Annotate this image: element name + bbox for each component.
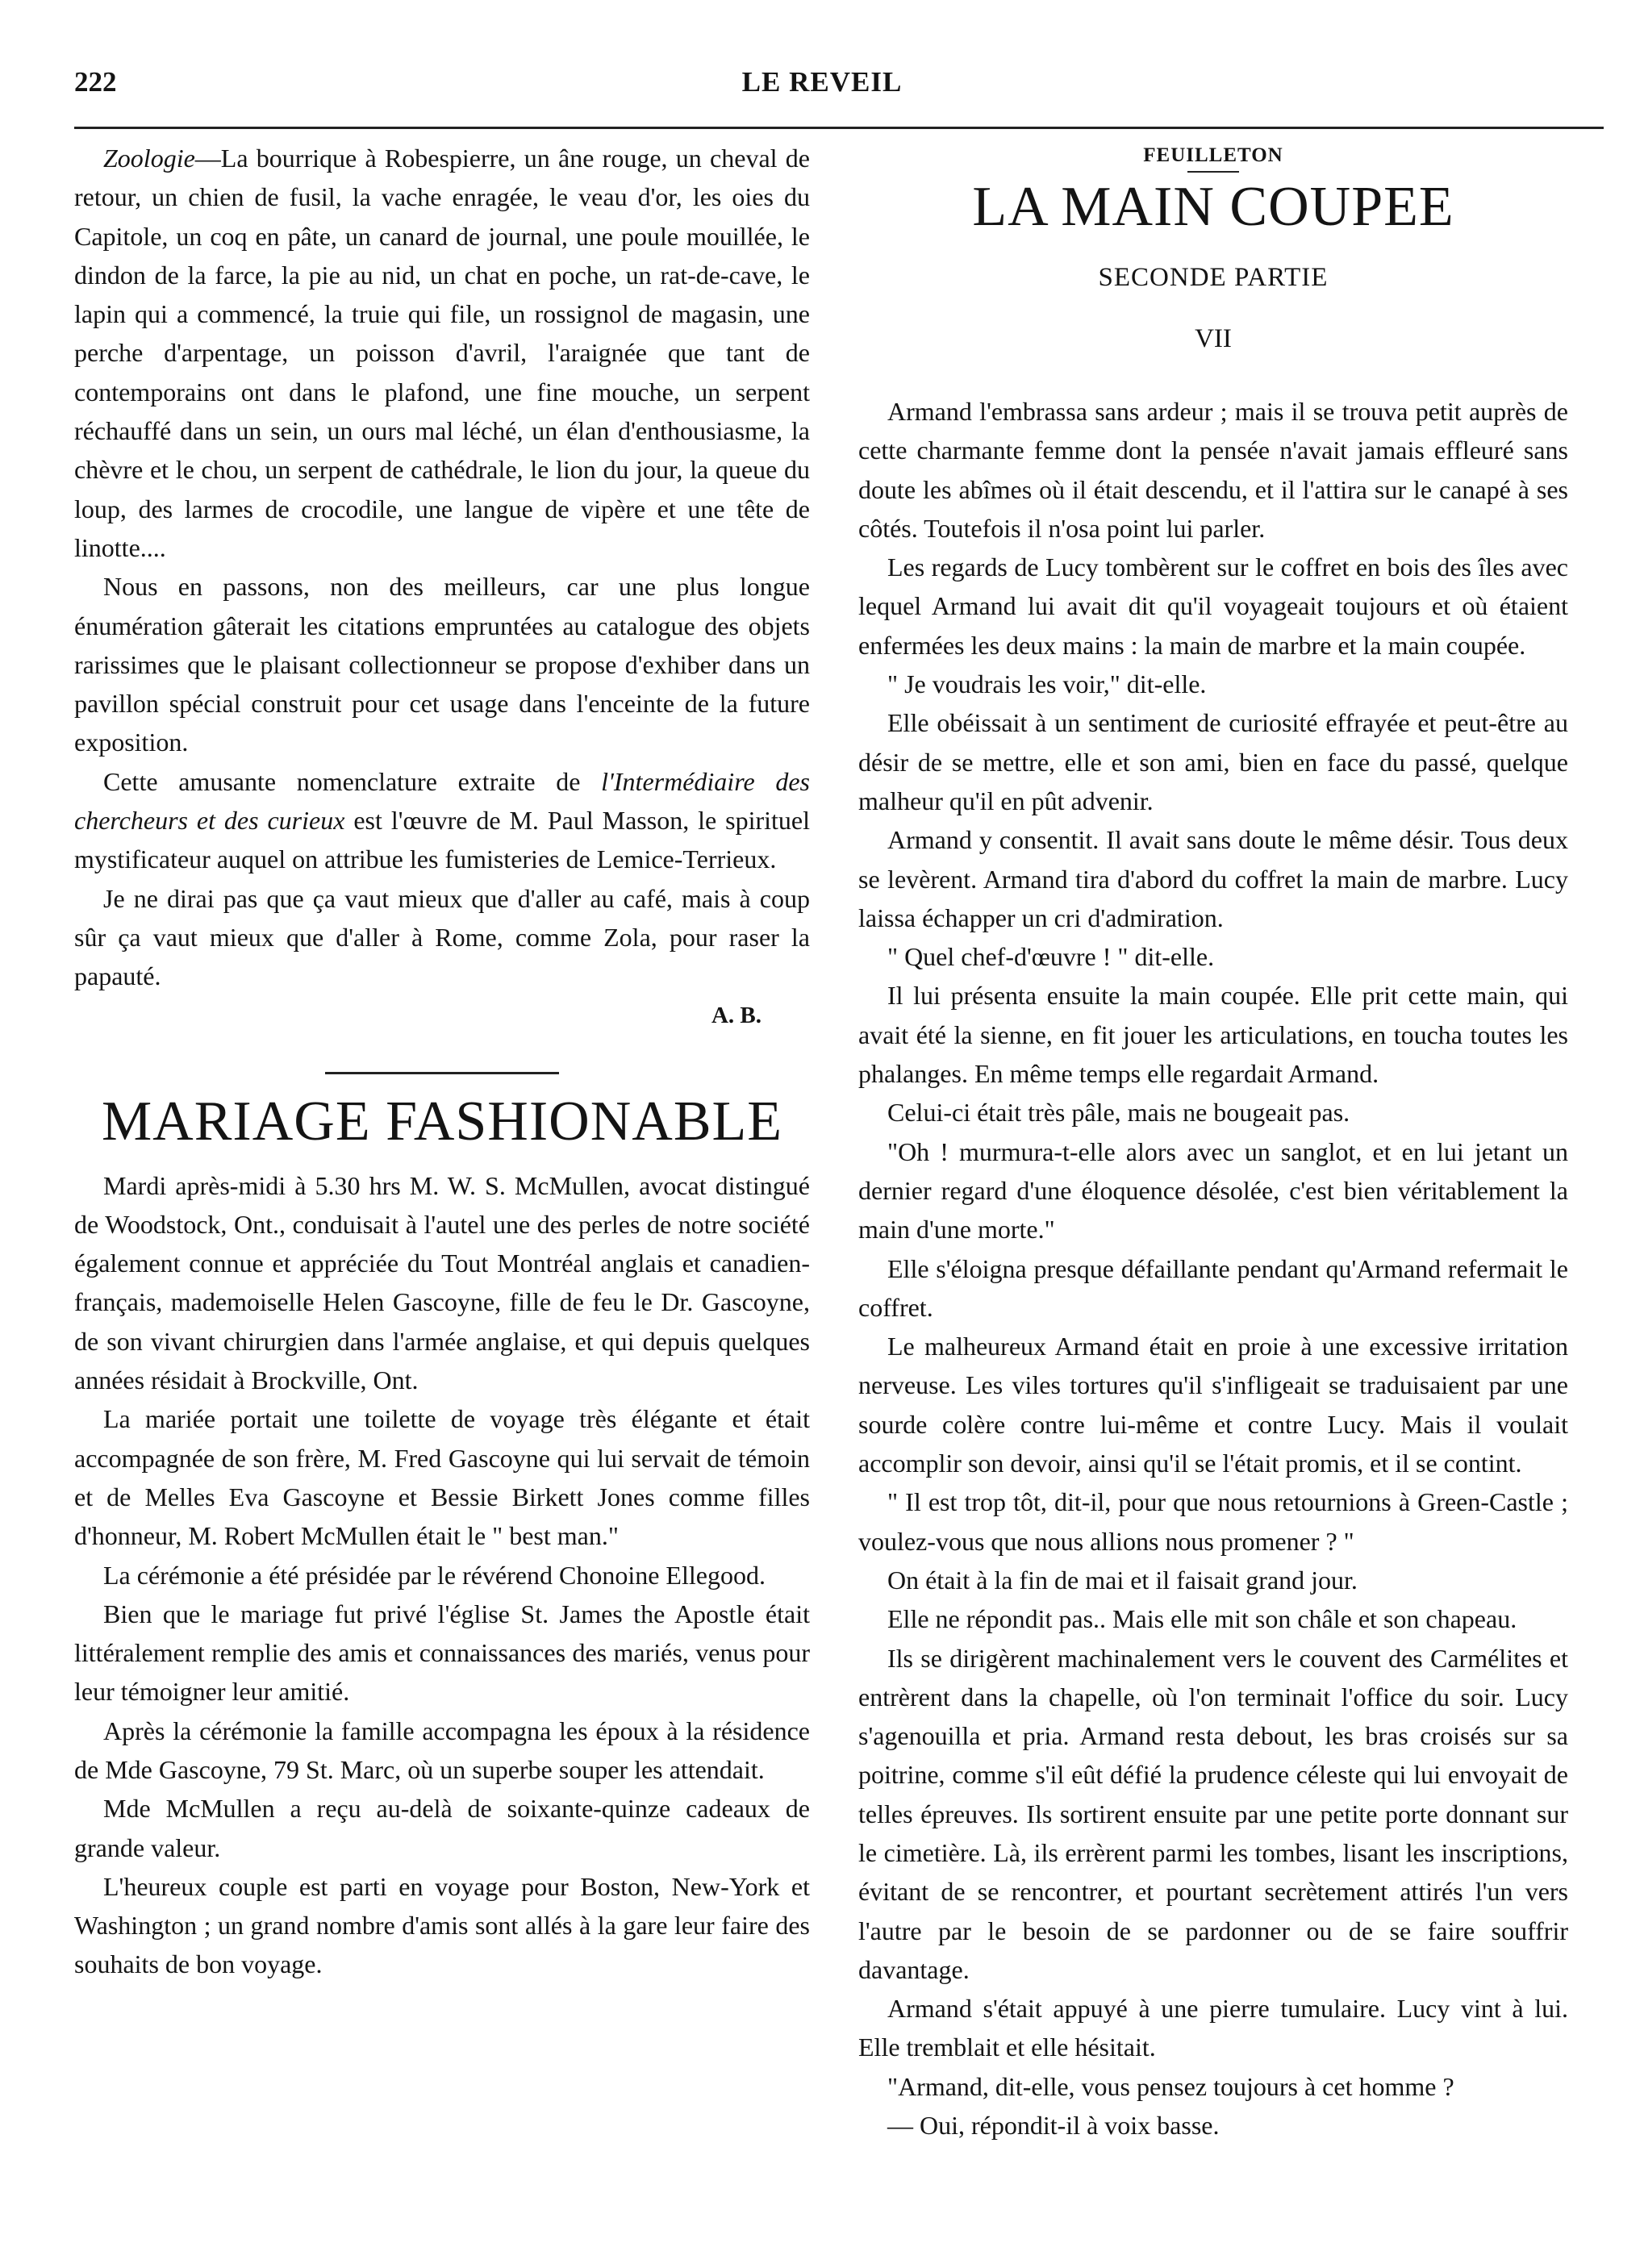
serial-paragraph-16: Armand s'était appuyé à une pierre tumulaire. Lucy vint à lui. Elle tremblait et elle hésitait. [858, 1994, 1568, 2062]
serial-paragraph-6: " Quel chef-d'œuvre ! " dit-elle. [887, 942, 1215, 972]
mariage-paragraph-6: Mde McMullen a reçu au-delà de soixante-quinze cadeaux de grande valeur. [74, 1794, 810, 1862]
mariage-headline: MARIAGE FASHIONABLE [101, 1090, 783, 1153]
left-column [74, 139, 810, 1984]
mariage-paragraph-3: La cérémonie a été présidée par le révérend Chonoine Ellegood. [103, 1560, 766, 1590]
right-column [858, 139, 1568, 2145]
serial-paragraph-7: Il lui présenta ensuite la main coupée. Elle prit cette main, qui avait été la sienne, en fit jouer les articulations, en toucha toutes les phalanges. En même temps elle regardait Armand. [858, 981, 1568, 1089]
serial-paragraph-17: "Armand, dit-elle, vous pensez toujours à cet homme ? [887, 2071, 1454, 2101]
serial-part: SECONDE PARTIE [1098, 263, 1329, 292]
newspaper-title: LE REVEIL [741, 66, 903, 98]
zoologie-text: —La bourrique à Robespierre, un âne rouge, un cheval de retour, un chien de fusil, la vache enragée, le veau d'or, les oies du Capitole, un coq en pâte, un canard de journal, une poule mouillée, le dindon de la farce, la pie au nid, un chat en poche, un rat-de-cave, le lapin qui a commencé, la truie qui file, un rossignol de magasin, une perche d'arpentage, un poisson d'avril, l'araignée que tant de contemporains ont dans le plafond, une fine mouche, un serpent réchauffé dans un sein, un ours mal léché, un élan d'enthousiasme, la chèvre et le chou, un serpent de cathédrale, le lion du jour, la queue du loup, des larmes de crocodile, une langue de vipère et une tête de linotte.... [74, 144, 810, 562]
mariage-paragraph-1: Mardi après-midi à 5.30 hrs M. W. S. McMullen, avocat distingué de Woodstock, Ont., conduisait à l'autel une des perles de notre société également connue et appréciée du Tout Montréal anglais et canadien-français, mademoiselle Helen Gascoyne, fille de feu le Dr. Gascoyne, de son vivant chirurgien dans l'armée anglaise, et qui depuis quelques années résidait à Brockville, Ont. [74, 1170, 810, 1395]
paragraph-enumeration: Nous en passons, non des meilleurs, car une plus longue énumération gâterait les citations empruntées au catalogue des objets rarissimes que le plaisant collectionneur se propose d'exhiber dans un pavillon spécial construit pour cet usage dans l'enceinte de la future exposition. [74, 572, 810, 757]
paragraph-zola: Je ne dirai pas que ça vaut mieux que d'aller au café, mais à coup sûr ça vaut mieux que d'aller à Rome, comme Zola, pour raser la papauté. [74, 883, 810, 991]
zoologie-label: Zoologie [103, 144, 195, 173]
serial-paragraph-5: Armand y consentit. Il avait sans doute le même désir. Tous deux se levèrent. Armand tira d'abord du coffret la main de marbre. Lucy laissa échapper un cri d'admiration. [858, 825, 1568, 932]
serial-paragraph-1: Armand l'embrassa sans ardeur ; mais il se trouva petit auprès de cette charmante femme dont la pensée n'avait jamais effleuré sans doute les abîmes où il était descendu, et il l'attira sur le canapé à ses côtés. Toutefois il n'osa point lui parler. [858, 397, 1568, 543]
paragraph-nomenclature: Cette amusante nomenclature extraite de l'Intermédiaire des chercheurs et des curieux est l'œuvre de M. Paul Masson, le spirituel mystificateur auquel on attribue les fumisteries de Lemice-Terrieux. [74, 766, 811, 874]
serial-paragraph-3: " Je voudrais les voir," dit-elle. [887, 669, 1207, 699]
serial-paragraph-2: Les regards de Lucy tombèrent sur le coffret en bois des îles avec lequel Armand lui avait dit qu'il voyageait toujours et où étaient enfermées les deux mains : la main de marbre et la main coupée. [858, 552, 1568, 660]
serial-paragraph-11: Le malheureux Armand était en proie à une excessive irritation nerveuse. Les viles tortures qu'il s'infligeait se traduisaient par une sourde colère contre lui-même et contre Lucy. Mais il voulait accomplir son devoir, ainsi qu'il se l'était promis, et il se contint. [858, 1332, 1568, 1478]
publication-title: l'Intermédiaire des chercheurs et des curieux [74, 766, 811, 836]
serial-paragraph-14: Elle ne répondit pas.. Mais elle mit son châle et son chapeau. [887, 1604, 1517, 1634]
mariage-paragraph-7: L'heureux couple est parti en voyage pour Boston, New-York et Washington ; un grand nombre d'amis sont allés à la gare leur faire des souhaits de bon voyage. [74, 1871, 810, 1979]
serial-paragraph-12: " Il est trop tôt, dit-il, pour que nous retournions à Green-Castle ; voulez-vous que nous allions nous promener ? " [858, 1487, 1568, 1556]
serial-paragraph-13: On était à la fin de mai et il faisait grand jour. [887, 1565, 1358, 1595]
serial-paragraph-15: Ils se dirigèrent machinalement vers le couvent des Carmélites et entrèrent dans la chapelle, où l'on terminait l'office du soir. Lucy s'agenouilla et pria. Armand resta debout, les bras croisés sur sa poitrine, comme s'il eût défié la prudence céleste qui lui envoyait de telles épreuves. Ils sortirent ensuite par une petite porte donnant sur le cimetière. Là, ils errèrent parmi les tombes, lisant les inscriptions, évitant de se rencontrer, et pourtant secrètement attirés l'un vers l'autre par le besoin de se pardonner ou de se faire souffrir davantage. [858, 1643, 1568, 1984]
serial-paragraph-9: "Oh ! murmura-t-elle alors avec un sanglot, et en lui jetant un dernier regard d'une éloquence désolée, c'est bien véritablement la main d'une morte." [858, 1136, 1568, 1244]
header-rule [74, 127, 1604, 129]
section-separator [325, 1072, 559, 1074]
serial-paragraph-8: Celui-ci était très pâle, mais ne bougeait pas. [887, 1098, 1350, 1128]
mariage-paragraph-2: La mariée portait une toilette de voyage très élégante et était accompagnée de son frère, M. Fred Gascoyne qui lui servait de témoin et de Melles Eva Gascoyne et Bessie Birkett Jones comme filles d'honneur, M. Robert McMullen était le " best man." [74, 1404, 810, 1551]
serial-paragraph-18: — Oui, répondit-il à voix basse. [887, 2111, 1220, 2141]
serial-title: LA MAIN COUPEE [972, 176, 1454, 238]
feuilleton-label: FEUILLETON [1143, 144, 1283, 166]
mariage-paragraph-4: Bien que le mariage fut privé l'église St. James the Apostle était littéralement remplie des amis et connaissances des mariés, venus pour leur témoigner leur amitié. [74, 1599, 810, 1707]
author-signature: A. B. [711, 1002, 761, 1028]
mariage-paragraph-5: Après la cérémonie la famille accompagna les époux à la résidence de Mde Gascoyne, 79 St. Marc, où un superbe souper les attendait. [74, 1716, 810, 1784]
zoologie-paragraph [74, 139, 810, 567]
chapter-number: VII [1195, 324, 1232, 353]
page-number: 222 [74, 66, 117, 98]
serial-paragraph-10: Elle s'éloigna presque défaillante pendant qu'Armand refermait le coffret. [858, 1253, 1568, 1322]
feuilleton-rule [1187, 171, 1239, 173]
page-header [74, 66, 1570, 115]
serial-paragraph-4: Elle obéissait à un sentiment de curiosité effrayée et peut-être au désir de se mettre, elle et son ami, bien en face du passé, quelque malheur qu'il en pût advenir. [858, 708, 1568, 815]
